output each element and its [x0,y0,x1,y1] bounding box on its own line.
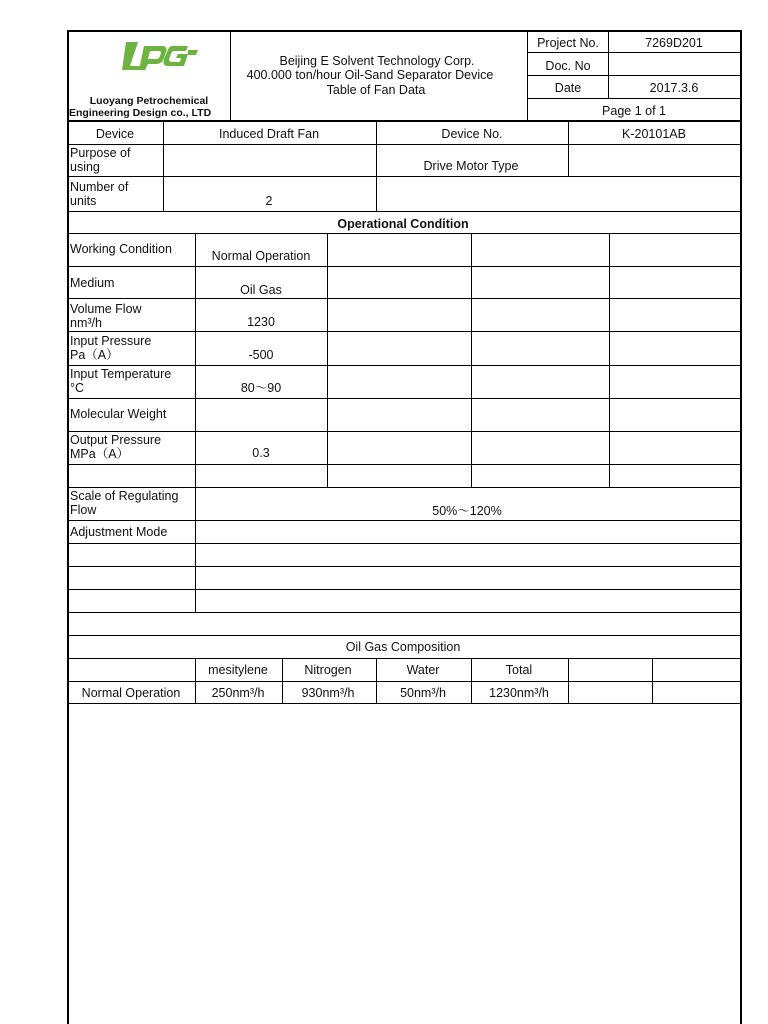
grid-line [67,365,740,366]
grid-line [471,233,472,487]
grid-line [163,121,164,211]
scale-label-line2: Flow [70,503,97,517]
scale-label-line1: Scale of Regulating [70,489,179,503]
composition-header: Nitrogen [304,663,352,677]
grid-line [67,703,740,704]
row-label: Input Temperature [70,367,172,381]
composition-value: 1230nm³/h [489,686,549,700]
grid-line [67,543,740,544]
scale-value: 50%～120% [432,504,502,518]
row-label-unit: MPa（A） [70,447,130,461]
row-value: 80～90 [240,381,282,395]
grid-line [195,658,196,703]
row-label: Molecular Weight [70,407,167,421]
company-name-line2: Engineering Design co., LTD [69,107,212,119]
grid-line [67,298,740,299]
grid-line [471,658,472,703]
grid-line [527,52,740,53]
grid-line [67,612,740,613]
drive-motor-label: Drive Motor Type [423,159,519,173]
row-label: Input Pressure [70,334,152,348]
grid-line [67,589,740,590]
grid-line [67,30,69,1024]
grid-line [568,658,569,703]
composition-value: 930nm³/h [301,686,355,700]
row-label-unit: °C [70,381,85,395]
row-value: 1230 [247,315,275,329]
device-no-value: K-20101AB [622,127,686,141]
units-label-line2: units [70,194,97,208]
units-label-line1: Number of [70,180,129,194]
row-label-unit: Pa（A） [70,348,119,362]
device-no-label: Device No. [441,127,503,141]
grid-line [67,681,740,682]
grid-line [67,331,740,332]
composition-row-label: Normal Operation [81,686,181,700]
grid-line [67,431,740,432]
row-label: Volume Flow [70,302,142,316]
grid-line [67,487,740,488]
row-label-unit: nm³/h [70,316,102,330]
row-value: Normal Operation [211,249,311,263]
row-label: Medium [70,276,115,290]
grid-line [195,233,196,612]
grid-line [282,658,283,703]
composition-value: 250nm³/h [211,686,265,700]
lpec-logo [118,38,200,74]
row-value: 0.3 [252,446,270,460]
grid-line [230,30,231,121]
project-no-label: Project No. [537,36,599,50]
grid-line [327,233,328,487]
grid-line [67,120,740,122]
row-value: Oil Gas [240,283,282,297]
grid-line [67,211,740,212]
company-name-line1: Luoyang Petrochemical [89,95,209,107]
units-value: 2 [265,194,273,208]
grid-line [67,233,740,234]
date-value: 2017.3.6 [649,81,699,95]
grid-line [376,121,377,211]
composition-heading: Oil Gas Composition [345,640,461,654]
grid-line [608,30,609,98]
grid-line [652,658,653,703]
purpose-label-line2: using [70,160,100,174]
date-label: Date [554,81,582,95]
adjust-mode-label: Adjustment Mode [70,525,168,539]
page-indicator: Page 1 of 1 [602,104,666,118]
grid-line [67,266,740,267]
grid-line [67,520,740,521]
row-label: Output Pressure [70,433,162,447]
device-label: Device [95,127,135,141]
title-line1: Beijing E Solvent Technology Corp. [279,54,475,68]
project-no-value: 7269D201 [645,36,703,50]
grid-line [527,75,740,76]
composition-header: Total [505,663,533,677]
grid-line [67,464,740,465]
grid-line [568,121,569,176]
grid-line [67,566,740,567]
grid-line [527,98,740,99]
grid-line [67,144,740,145]
grid-line [67,658,740,659]
operational-heading: Operational Condition [337,217,469,231]
grid-line [740,30,742,1024]
grid-line [67,398,740,399]
grid-line [376,658,377,703]
title-line3: Table of Fan Data [326,83,426,97]
grid-line [67,30,740,32]
grid-line [609,233,610,487]
row-label: Working Condition [70,242,172,256]
row-value: -500 [248,348,274,362]
composition-header: Water [406,663,440,677]
purpose-label-line1: Purpose of [70,146,131,160]
grid-line [67,176,740,177]
grid-line [67,635,740,636]
title-line2: 400.000 ton/hour Oil-Sand Separator Device [246,68,494,82]
composition-value: 50nm³/h [400,686,446,700]
device-value: Induced Draft Fan [218,127,320,141]
doc-no-label: Doc. No [545,59,591,73]
composition-header: mesitylene [208,663,268,677]
